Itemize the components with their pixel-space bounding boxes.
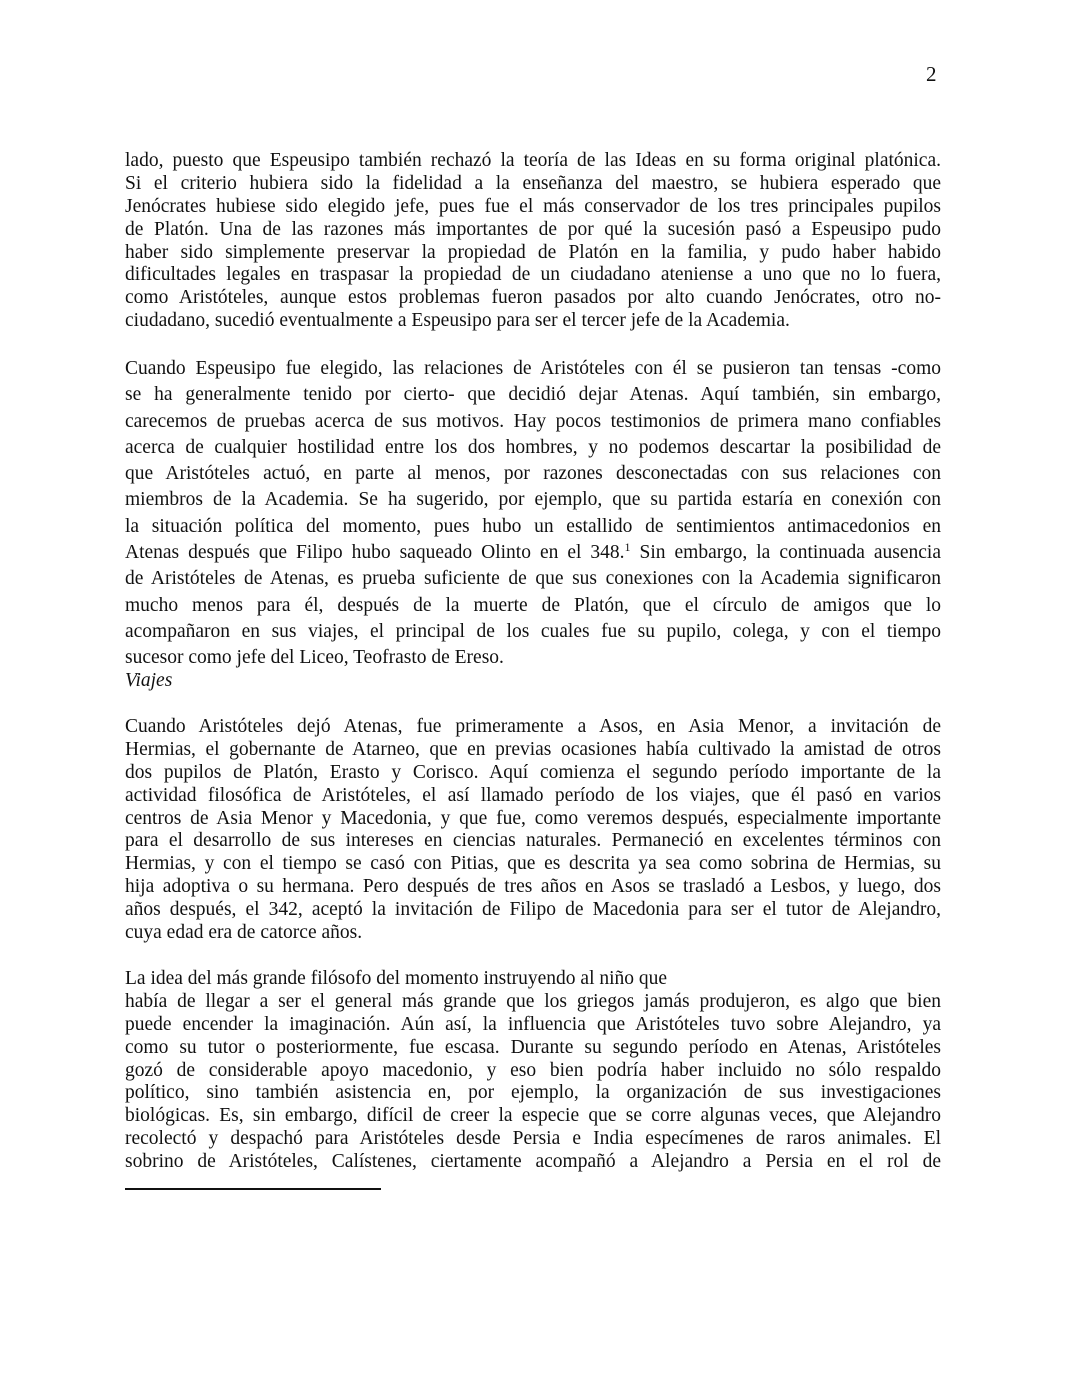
text-line: sucesor como jefe del Liceo, Teofrasto de Ereso. [125, 647, 504, 669]
text-line: recolectó y despachó para Aristóteles desde Persia e India especímenes de raros animales. El [125, 1128, 941, 1150]
page-number: 2 [926, 62, 937, 86]
text-line: cuya edad era de catorce años. [125, 922, 363, 944]
paragraph-3 [125, 716, 941, 945]
text-line: había de llegar a ser el general más grande que los griegos jamás produjeron, es algo que bien [125, 990, 941, 1012]
text-line: Si el criterio hubiera sido la fidelidad a la enseñanza del maestro, se hubiera esperado que [125, 172, 941, 194]
text-line: que Aristóteles actuó, en parte al menos, por razones desconectadas con sus relaciones con [125, 463, 941, 485]
text-line: carecemos de pruebas acerca de sus motivos. Hay pocos testimonios de primera mano confiables [125, 410, 941, 432]
text-line: político, sino también asistencia en, por ejemplo, la organización de sus investigaciones [125, 1082, 941, 1104]
text-line: centros de Asia Menor y Macedonia, y que fue, como veremos después, especialmente importante [125, 807, 941, 829]
text-line: mucho menos para él, después de la muerte de Platón, que el círculo de amigos que lo [125, 594, 941, 616]
text-line: La idea del más grande filósofo del momento instruyendo al niño que [125, 968, 668, 989]
paragraph-2 [125, 356, 941, 672]
text-line: acerca de cualquier hostilidad entre los dos hombres, y no podemos descartar la posibilidad de [125, 436, 941, 458]
text-line: se ha generalmente tenido por cierto- que decidió dejar Atenas. Aquí también, sin embargo, [125, 384, 941, 406]
text-line: para el desarrollo de sus intereses en ciencias naturales. Permaneció en excelentes términos con [125, 830, 941, 852]
text-line: como Aristóteles, aunque estos problemas fueron pasados por alto cuando Jenócrates, otro no- [125, 287, 941, 309]
text-line: lado, puesto que Espeusipo también rechazó la teoría de las Ideas en su forma original platónica. [125, 150, 941, 171]
text-line: actividad filosófica de Aristóteles, el así llamado período de los viajes, que él pasó en varios [125, 784, 941, 806]
paragraph-1 [125, 150, 941, 333]
text-line: Hermias, el gobernante de Atarneo, que en previas ocasiones había cultivado la amistad de otros [125, 738, 941, 760]
text-line: puede encender la imaginación. Aún así, la influencia que Aristóteles tuvo sobre Alejandro, ya [125, 1013, 941, 1035]
text-line: la situación política del momento, pues hubo un estallido de sentimientos antimacedonios en [125, 515, 941, 537]
text-segment: Atenas después que Filipo hubo saqueado Olinto en el 348. [125, 542, 625, 564]
footnote-separator [125, 1188, 381, 1190]
text-line: sobrino de Aristóteles, Calístenes, ciertamente acompañó a Alejandro a Persia en el rol de [125, 1151, 941, 1173]
text-line: como su tutor o posteriormente, fue escasa. Durante su segundo período en Atenas, Aristóteles [125, 1036, 941, 1058]
paragraph-4 [125, 968, 941, 1174]
text-segment: Sin embargo, la continuada ausencia [630, 542, 941, 564]
text-line: Cuando Aristóteles dejó Atenas, fue primeramente a Asos, en Asia Menor, a invitación de [125, 716, 941, 737]
text-line: haber sido simplemente preservar la propiedad de Platón en la familia, y pudo haber habido [125, 241, 941, 263]
text-line: gozó de considerable apoyo macedonio, y eso bien podría haber incluido no sólo respaldo [125, 1059, 941, 1081]
text-line: biológicas. Es, sin embargo, difícil de creer la especie que se corre algunas veces, que Alejandro [125, 1105, 941, 1127]
text-line-with-footnote [125, 540, 941, 566]
text-line: acompañaron en sus viajes, el principal de los cuales fue su pupilo, colega, y con el tiempo [125, 620, 941, 642]
section-heading: Viajes [125, 670, 173, 691]
text-line: de Platón. Una de las razones más importantes de por qué la sucesión pasó a Espeusipo pudo [125, 218, 941, 240]
text-line: Cuando Espeusipo fue elegido, las relaciones de Aristóteles con él se pusieron tan tensas -como [125, 358, 941, 379]
text-line: hija adoptiva o su hermana. Pero después de tres años en Asos se trasladó a Lesbos, y luego, dos [125, 876, 941, 898]
text-line: Hermias, y con el tiempo se casó con Pitias, que es descrita ya sea como sobrina de Hermias, su [125, 853, 941, 875]
text-line: Jenócrates hubiese sido elegido jefe, pues fue el más conservador de los tres principales pupilos [125, 195, 941, 217]
text-line: dificultades legales en traspasar la propiedad de un ciudadano ateniense a uno que no lo fuera, [125, 264, 941, 286]
text-line: de Aristóteles de Atenas, es prueba suficiente de que sus conexiones con la Academia significaron [125, 568, 941, 590]
footnote-marker[interactable]: 1 [624, 540, 631, 555]
text-line: dos pupilos de Platón, Erasto y Corisco. Aquí comienza el segundo período importante de la [125, 761, 941, 783]
text-line: ciudadano, sucedió eventualmente a Espeusipo para ser el tercer jefe de la Academia. [125, 310, 790, 332]
text-line: años después, el 342, aceptó la invitación de Filipo de Macedonia para ser el tutor de Alejandro, [125, 899, 941, 921]
text-line: miembros de la Academia. Se ha sugerido, por ejemplo, que su partida estaría en conexión con [125, 489, 941, 511]
